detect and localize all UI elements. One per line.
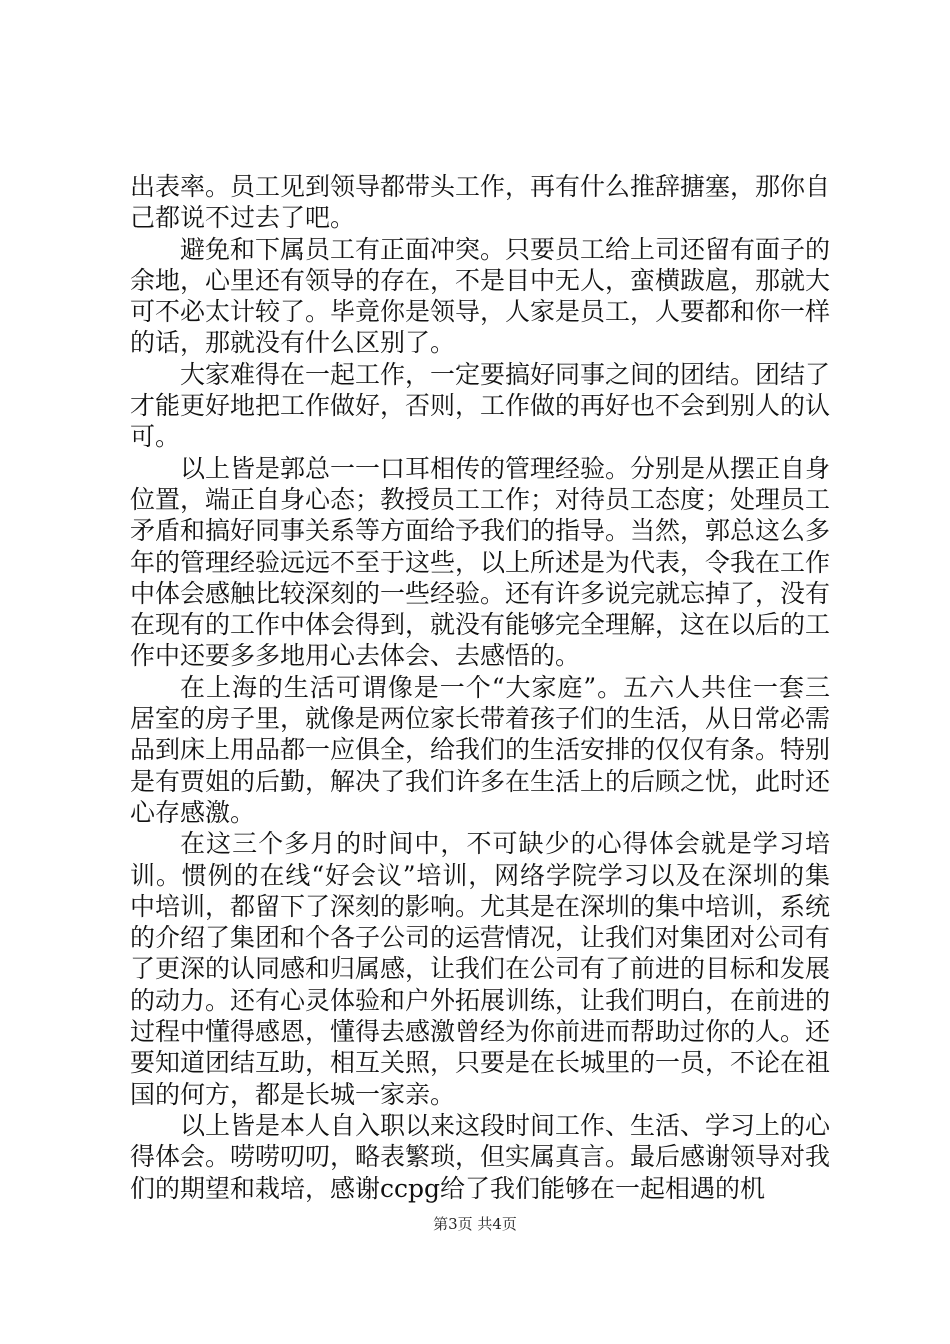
paragraph-2: 避免和下属员工有正面冲突。只要员工给上司还留有面子的余地，心里还有领导的存在，不是目中无人，蛮横跋扈，那就大可不必太计较了。毕竟你是领导，人家是员工，人要都和你一样的话，那就没有什么区别了。: [130, 234, 831, 358]
page-footer: [0, 1214, 950, 1234]
paragraph-1: 出表率。员工见到领导都带头工作，再有什么推辞搪塞，那你自己都说不过去了吧。: [130, 172, 831, 233]
paragraph-7: 以上皆是本人自入职以来这段时间工作、生活、学习上的心得体会。唠唠叨叨，略表繁琐，但实属真言。最后感谢领导对我们的期望和栽培，感谢ccpg给了我们能够在一起相遇的机: [130, 1110, 831, 1203]
paragraph-3: 大家难得在一起工作，一定要搞好同事之间的团结。团结了才能更好地把工作做好，否则，工作做的再好也不会到别人的认可。: [130, 359, 831, 452]
paragraph-4: 以上皆是郭总一一口耳相传的管理经验。分别是从摆正自身位置，端正自身心态；教授员工工作；对待员工态度；处理员工矛盾和搞好同事关系等方面给予我们的指导。当然，郭总这么多年的管理经验远远不至于这些，以上所述是为代表，令我在工作中体会感触比较深刻的一些经验。还有许多说完就忘掉了，没有在现有的工作中体会得到，就没有能够完全理解，这在以后的工作中还要多多地用心去体会、去感悟的。: [130, 453, 831, 671]
paragraph-6: 在这三个多月的时间中，不可缺少的心得体会就是学习培训。惯例的在线“好会议”培训，网络学院学习以及在深圳的集中培训，都留下了深刻的影响。尤其是在深圳的集中培训，系统的介绍了集团和个各子公司的运营情况，让我们对集团对公司有了更深的认同感和归属感，让我们在公司有了前进的目标和发展的动力。还有心灵体验和户外拓展训练，让我们明白，在前进的过程中懂得感恩，懂得去感激曾经为你前进而帮助过你的人。还要知道团结互助，相互关照，只要是在长城里的一员，不论在祖国的何方，都是长城一家亲。: [130, 829, 831, 1109]
document-body: [130, 171, 830, 1204]
paragraph-5: 在上海的生活可谓像是一个“大家庭”。五六人共住一套三居室的房子里，就像是两位家长带着孩子们的生活，从日常必需品到床上用品都一应俱全，给我们的生活安排的仅仅有条。特别是有贾姐的后勤，解决了我们许多在生活上的后顾之忧，此时还心存感激。: [130, 672, 831, 827]
page-number-label: 第3页 共4页: [433, 1215, 517, 1233]
